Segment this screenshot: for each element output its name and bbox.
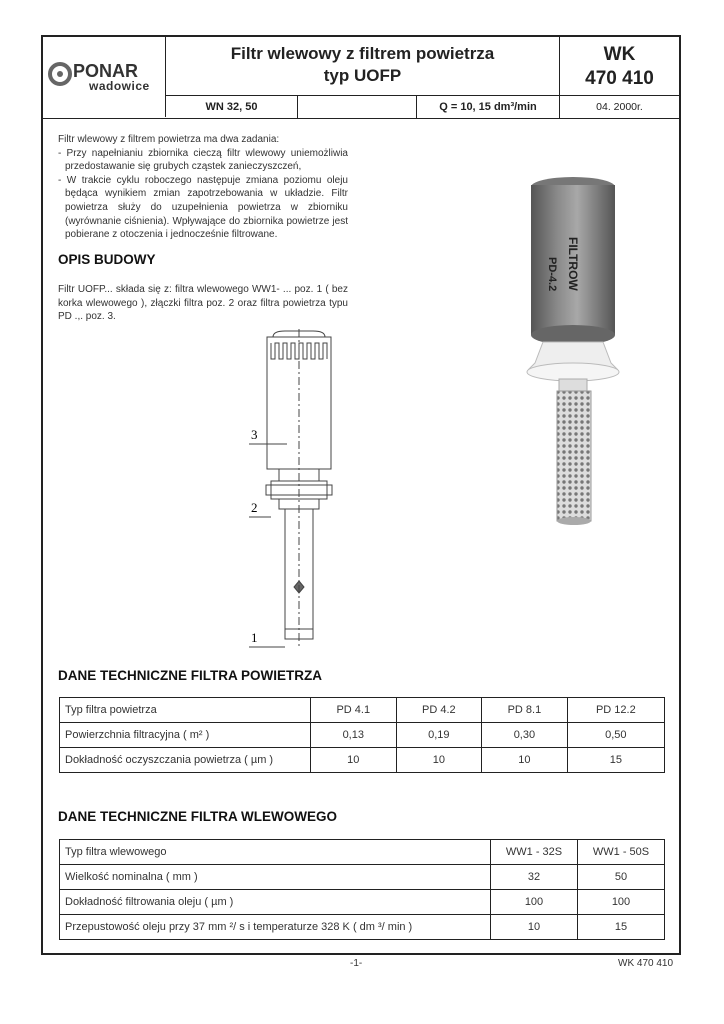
doc-code-line2: 470 410 (585, 68, 654, 89)
table-cell: 10 (482, 748, 568, 773)
date-cell: 04. 2000r. (596, 101, 643, 113)
table-row (60, 840, 665, 865)
air-filter-table (59, 697, 665, 773)
oil-table-heading: DANE TECHNICZNE FILTRA WLEWOWEGO (58, 809, 337, 824)
table-row (60, 723, 665, 748)
header-divider (43, 118, 679, 119)
intro-bullet-1: - Przy napełnianiu zbiornika cieczą filtr wlewowy uniemożliwia przedostawanie się grubych cząstek zanieczyszczeń, (58, 147, 348, 173)
wn-cell: WN 32, 50 (166, 96, 298, 118)
table-cell: 100 (578, 890, 665, 915)
intro-bullet-2: - W trakcie cyklu roboczego następuje zmiana poziomu oleju będąca wynikiem zmian zapotrzebowania w układzie. Filtr powietrza służy do uzupełnienia powietrza w zbiorniku (wyrównanie ciśnienia). Wpływające do zbiornika powietrze jest pobierane z otoczenia i jednocześnie filtrowane. (58, 174, 348, 241)
table-cell: 0,19 (396, 723, 482, 748)
table-cell: Dokładność oczyszczania powietrza ( µm ) (60, 748, 311, 773)
table-cell: WW1 - 50S (578, 840, 665, 865)
footer-code: WK 470 410 (618, 958, 674, 969)
table-cell: PD 8.1 (482, 698, 568, 723)
table-cell: Dokładność filtrowania oleju ( µm ) (60, 890, 491, 915)
photo-brand-text: FILTROW (566, 237, 580, 291)
technical-drawing (233, 329, 363, 649)
table-row (60, 865, 665, 890)
table-row (60, 915, 665, 940)
svg-text:wadowice: wadowice (89, 79, 150, 93)
table-cell: Przepustowość oleju przy 37 mm ²/ s i temperaturze 328 K ( dm ³/ min ) (60, 915, 491, 940)
table-cell: 10 (396, 748, 482, 773)
table-cell: 32 (491, 865, 578, 890)
page-number: -1- (350, 958, 363, 969)
table-cell: Powierzchnia filtracyjna ( m² ) (60, 723, 311, 748)
table-cell: 0,13 (311, 723, 397, 748)
header (43, 37, 679, 119)
drawing-label-1: 1 (251, 630, 258, 645)
table-cell: 0,50 (567, 723, 664, 748)
table-cell: PD 4.1 (311, 698, 397, 723)
product-photo (483, 167, 683, 527)
table-row (60, 698, 665, 723)
code-cell (560, 37, 679, 96)
air-table-heading: DANE TECHNICZNE FILTRA POWIETRZA (58, 668, 322, 683)
intro-text (58, 133, 348, 242)
table-cell: 15 (578, 915, 665, 940)
flow-cell: Q = 10, 15 dm³/min (417, 96, 560, 118)
table-cell: 50 (578, 865, 665, 890)
table-cell: 100 (491, 890, 578, 915)
page-frame (41, 35, 681, 955)
doc-title-line2: typ UOFP (323, 66, 402, 85)
table-cell: 10 (311, 748, 397, 773)
opis-text: Filtr UOFP... składa się z: filtra wlewowego WW1- ... poz. 1 ( bez korka wlewowego ), złączki filtra poz. 2 oraz filtra powietrza typu PD .,. poz. 3. (58, 284, 348, 323)
table-cell: PD 4.2 (396, 698, 482, 723)
table-row (60, 748, 665, 773)
ponar-logo (45, 57, 163, 97)
doc-title-line1: Filtr wlewowy z filtrem powietrza (230, 44, 495, 63)
opis-heading: OPIS BUDOWY (58, 252, 156, 267)
logo-cell (43, 37, 166, 117)
drawing-label-3: 3 (251, 427, 258, 442)
table-cell: Typ filtra wlewowego (60, 840, 491, 865)
photo-model-text: PD-4.2 (546, 257, 558, 292)
inlet-filter-table (59, 839, 665, 940)
title-cell (166, 37, 560, 96)
drawing-label-2: 2 (251, 500, 258, 515)
table-cell: PD 12.2 (567, 698, 664, 723)
intro-line: Filtr wlewowy z filtrem powietrza ma dwa zadania: (58, 134, 280, 145)
svg-text:PONAR: PONAR (73, 61, 139, 81)
table-cell: WW1 - 32S (491, 840, 578, 865)
table-cell: 15 (567, 748, 664, 773)
doc-code-line1: WK (603, 44, 636, 65)
table-cell: 0,30 (482, 723, 568, 748)
empty-cell (298, 96, 417, 118)
table-row (60, 890, 665, 915)
table-cell: 10 (491, 915, 578, 940)
table-cell: Wielkość nominalna ( mm ) (60, 865, 491, 890)
table-cell: Typ filtra powietrza (60, 698, 311, 723)
